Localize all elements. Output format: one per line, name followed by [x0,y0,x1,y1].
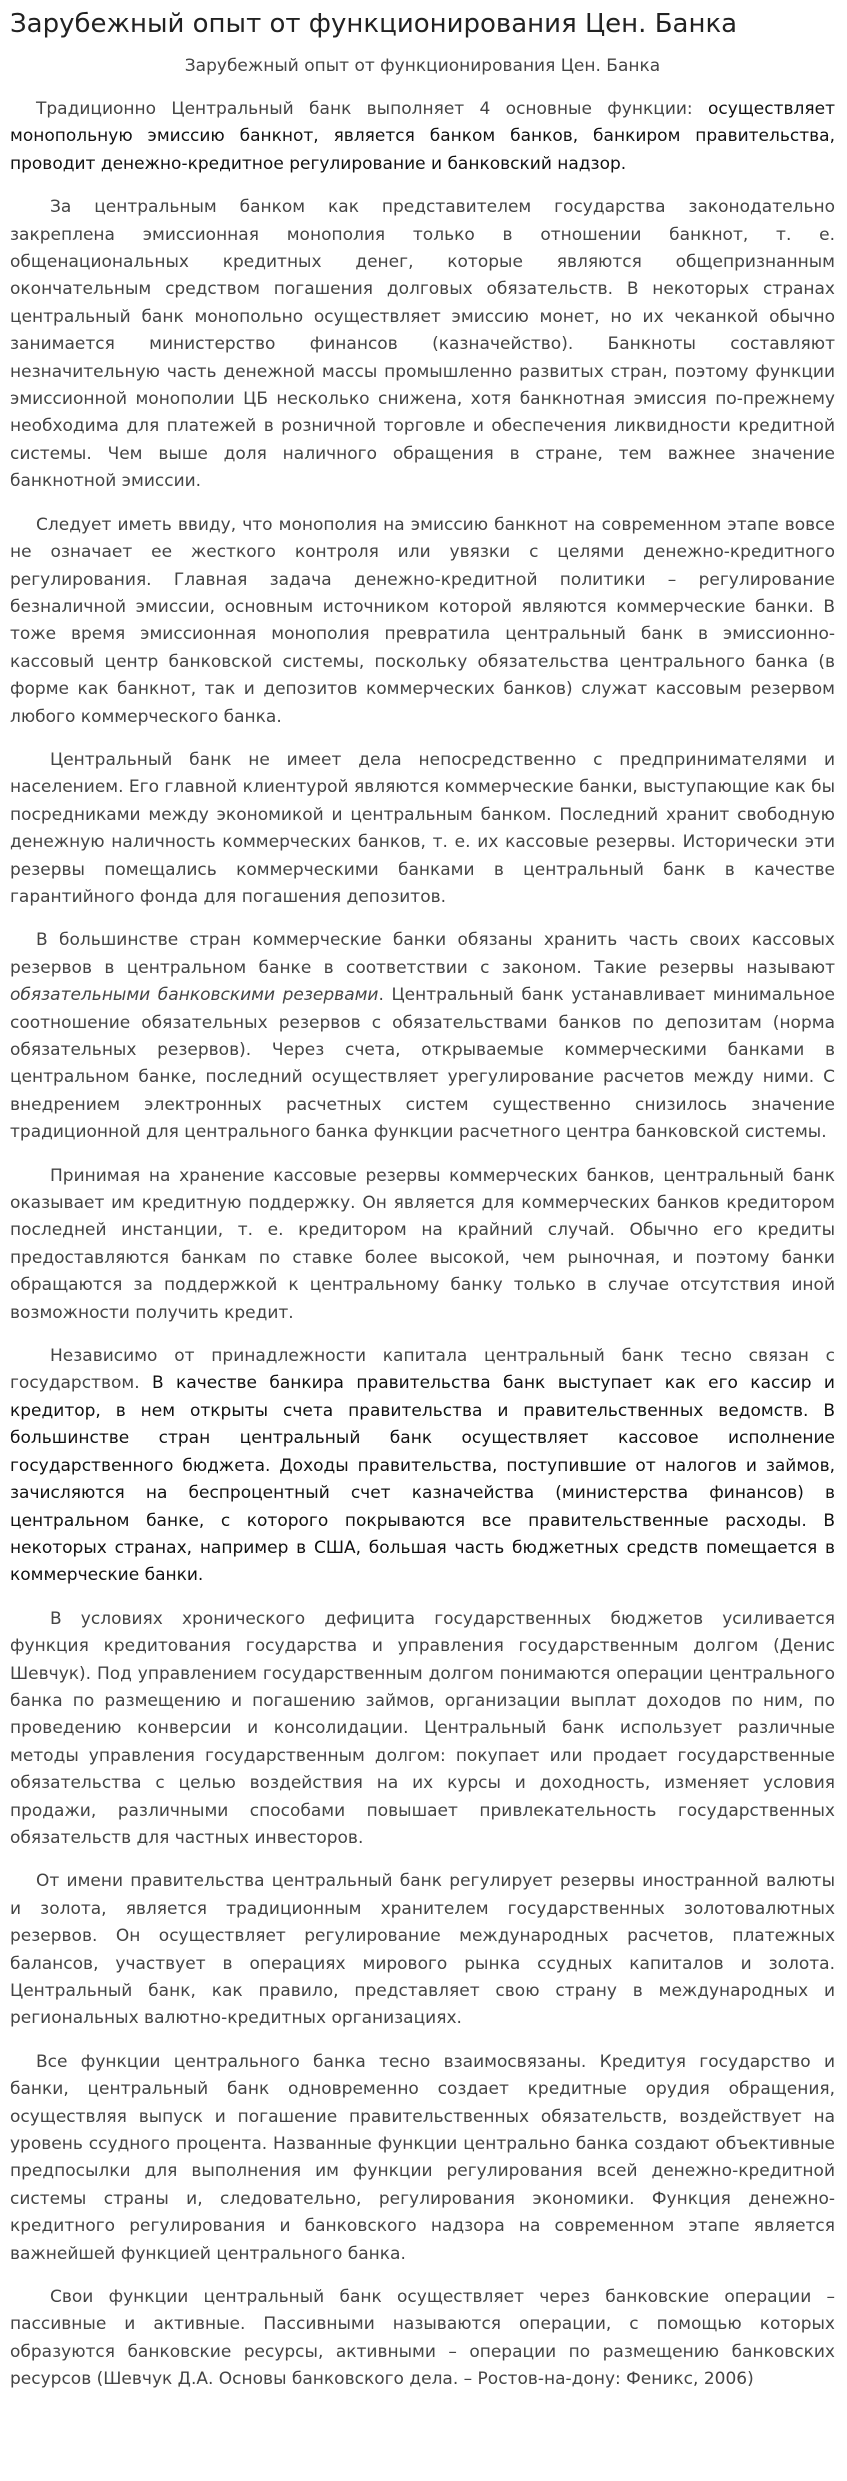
paragraph-government-rest: В качестве банкира правительства банк выступает как его кассир и кредитор, в нем открыты счета правительства и правительственных ведомств. В большинстве стран центральный банк осуществляет кассовое исполнение государственного бюджета. Доходы правительства, поступившие от налогов и займов, зачисляются на беспроцентный счет казначейства (министерства финансов) в центральном банке, с которого покрываются все правительственные расходы. В некоторых странах, например в США, большая часть бюджетных средств помещается в коммерческие банки. [10,1373,835,1586]
paragraph-government-banker [10,1343,835,1590]
required-reserves-term: обязательными банковскими резервами [10,985,379,1006]
paragraph-reserves [10,927,835,1146]
paragraph-reserves-rest: . Центральный банк устанавливает минимальное соотношение обязательных резервов с обязательствами банков по депозитам (норма обязательных резервов). Через счета, открываемые коммерческими банками в центральном банке, последний осуществляет урегулирование расчетов между ними. С внедрением электронных расчетных систем существенно снизилось значение традиционной для центрального банка функции расчетного центра банковской системы. [10,985,835,1143]
page-title: Зарубежный опыт от функционирования Цен. Банка [10,9,738,39]
article-subtitle: Зарубежный опыт от функционирования Цен. Банка [184,56,661,76]
paragraph-emission-monopoly: За центральным банком как представителем государства законодательно закреплена эмиссионная монополия только в отношении банкнот, т. е. общенациональных кредитных денег, которые являются общепризнанным окончательным средством погашения долговых обязательств. В некоторых странах центральный банк монопольно осуществляет эмиссию монет, но их чеканкой обычно занимается министерство финансов (казначейство). Банкноты составляют незначительную часть денежной массы промышленно развитых стран, поэтому функции эмиссионной монополии ЦБ несколько снижена, хотя банкнотная эмиссия по-прежнему необходима для платежей в розничной торговле и обеспечения ликвидности кредитной системы. Чем выше доля наличного обращения в стране, тем важнее значение банкнотной эмиссии. [10,197,835,492]
paragraph-public-debt: В условиях хронического дефицита государственных бюджетов усиливается функция кредитования государства и управления государственным долгом (Денис Шевчук). Под управлением государственным долгом понимаются операции центрального банка по размещению и погашению займов, организации выплат доходов по ним, по проведению конверсии и консолидации. Центральный банк использует различные методы управления государственным долгом: покупает или продает государственные обязательства с целью воздействия на их курсы и доходность, изменяет условия продажи, различными способами повышает привлекательность государственных обязательств для частных инвесторов. [10,1608,835,1848]
paragraph-clients: Центральный банк не имеет дела непосредственно с предпринимателями и населением. Его главной клиентурой являются коммерческие банки, выступающие как бы посредниками между экономикой и центральным банком. Последний хранит свободную денежную наличность коммерческих банков, т. е. их кассовые резервы. Исторически эти резервы помещались коммерческими банками в центральный банк в качестве гарантийного фонда для погашения депозитов. [10,749,836,907]
paragraph-government-intro: Независимо от принадлежности капитала центральный банк тесно связан с государством. [10,1346,835,1394]
paragraph-lender-of-last-resort: Принимая на хранение кассовые резервы коммерческих банков, центральный банк оказывает им кредитную поддержку. Он является для коммерческих банков кредитором последней инстанции, т. е. кредитором на крайний случай. Обычно его кредиты предоставляются банкам по ставке более высокой, чем рыночная, и поэтому банки обращаются за поддержкой к центральному банку только в случае отсутствия иной возможности получить кредит. [10,1165,835,1323]
paragraph-functions-intro: Традиционно Центральный банк выполняет 4 основные функции: [36,99,708,119]
paragraph-reserves-intro: В большинстве стран коммерческие банки обязаны хранить часть своих кассовых резервов в центральном банке в соответствии с законом. Такие резервы называют [10,930,835,978]
paragraph-interrelation: Все функции центрального банка тесно взаимосвязаны. Кредитуя государство и банки, центральный банк одновременно создает кредитные орудия обращения, осуществляя выпуск и погашение правительственных обязательств, воздействует на уровень ссудного процента. Названные функции центрально банка создают объективные предпосылки для выполнения им функции регулирования всей денежно-кредитной системы страны и, следовательно, регулирования экономики. Функция денежно-кредитного регулирования и банковского надзора на современном этапе является важнейшей функцией центрального банка. [10,2051,835,2264]
paragraph-functions-list: осуществляет монопольную эмиссию банкнот, является банком банков, банкиром правительства, проводит денежно-кредитное регулирование и банковский надзор. [10,99,835,174]
paragraph-currency-reserves: От имени правительства центральный банк регулирует резервы иностранной валюты и золота, является традиционным хранителем государственных золотовалютных резервов. Он осуществляет регулирование международных расчетов, платежных балансов, участвует в операциях мирового рынка ссудных капиталов и золота. Центральный банк, как правило, представляет свою страну в международных и региональных валютно-кредитных организациях. [10,1871,835,2029]
paragraph-operations: Свои функции центральный банк осуществляет через банковские операции – пассивные и активные. Пассивными называются операции, с помощью которых образуются банковские ресурсы, активными – операции по размещению банковских ресурсов (Шевчук Д.А. Основы банковского дела. – Ростов-на-дону: Феникс, 2006) [10,2287,835,2390]
paragraph-functions [10,96,835,178]
paragraph-monopoly-control: Следует иметь ввиду, что монополия на эмиссию банкнот на современном этапе вовсе не означает ее жесткого контроля или увязки с целями денежно-кредитного регулирования. Главная задача денежно-кредитной политики – регулирование безналичной эмиссии, основным источником которой являются коммерческие банки. В тоже время эмиссионная монополия превратила центральный банк в эмиссионно-кассовый центр банковской системы, поскольку обязательства центрального банка (в форме как банкнот, так и депозитов коммерческих банков) служат кассовым резервом любого коммерческого банка. [10,514,835,727]
